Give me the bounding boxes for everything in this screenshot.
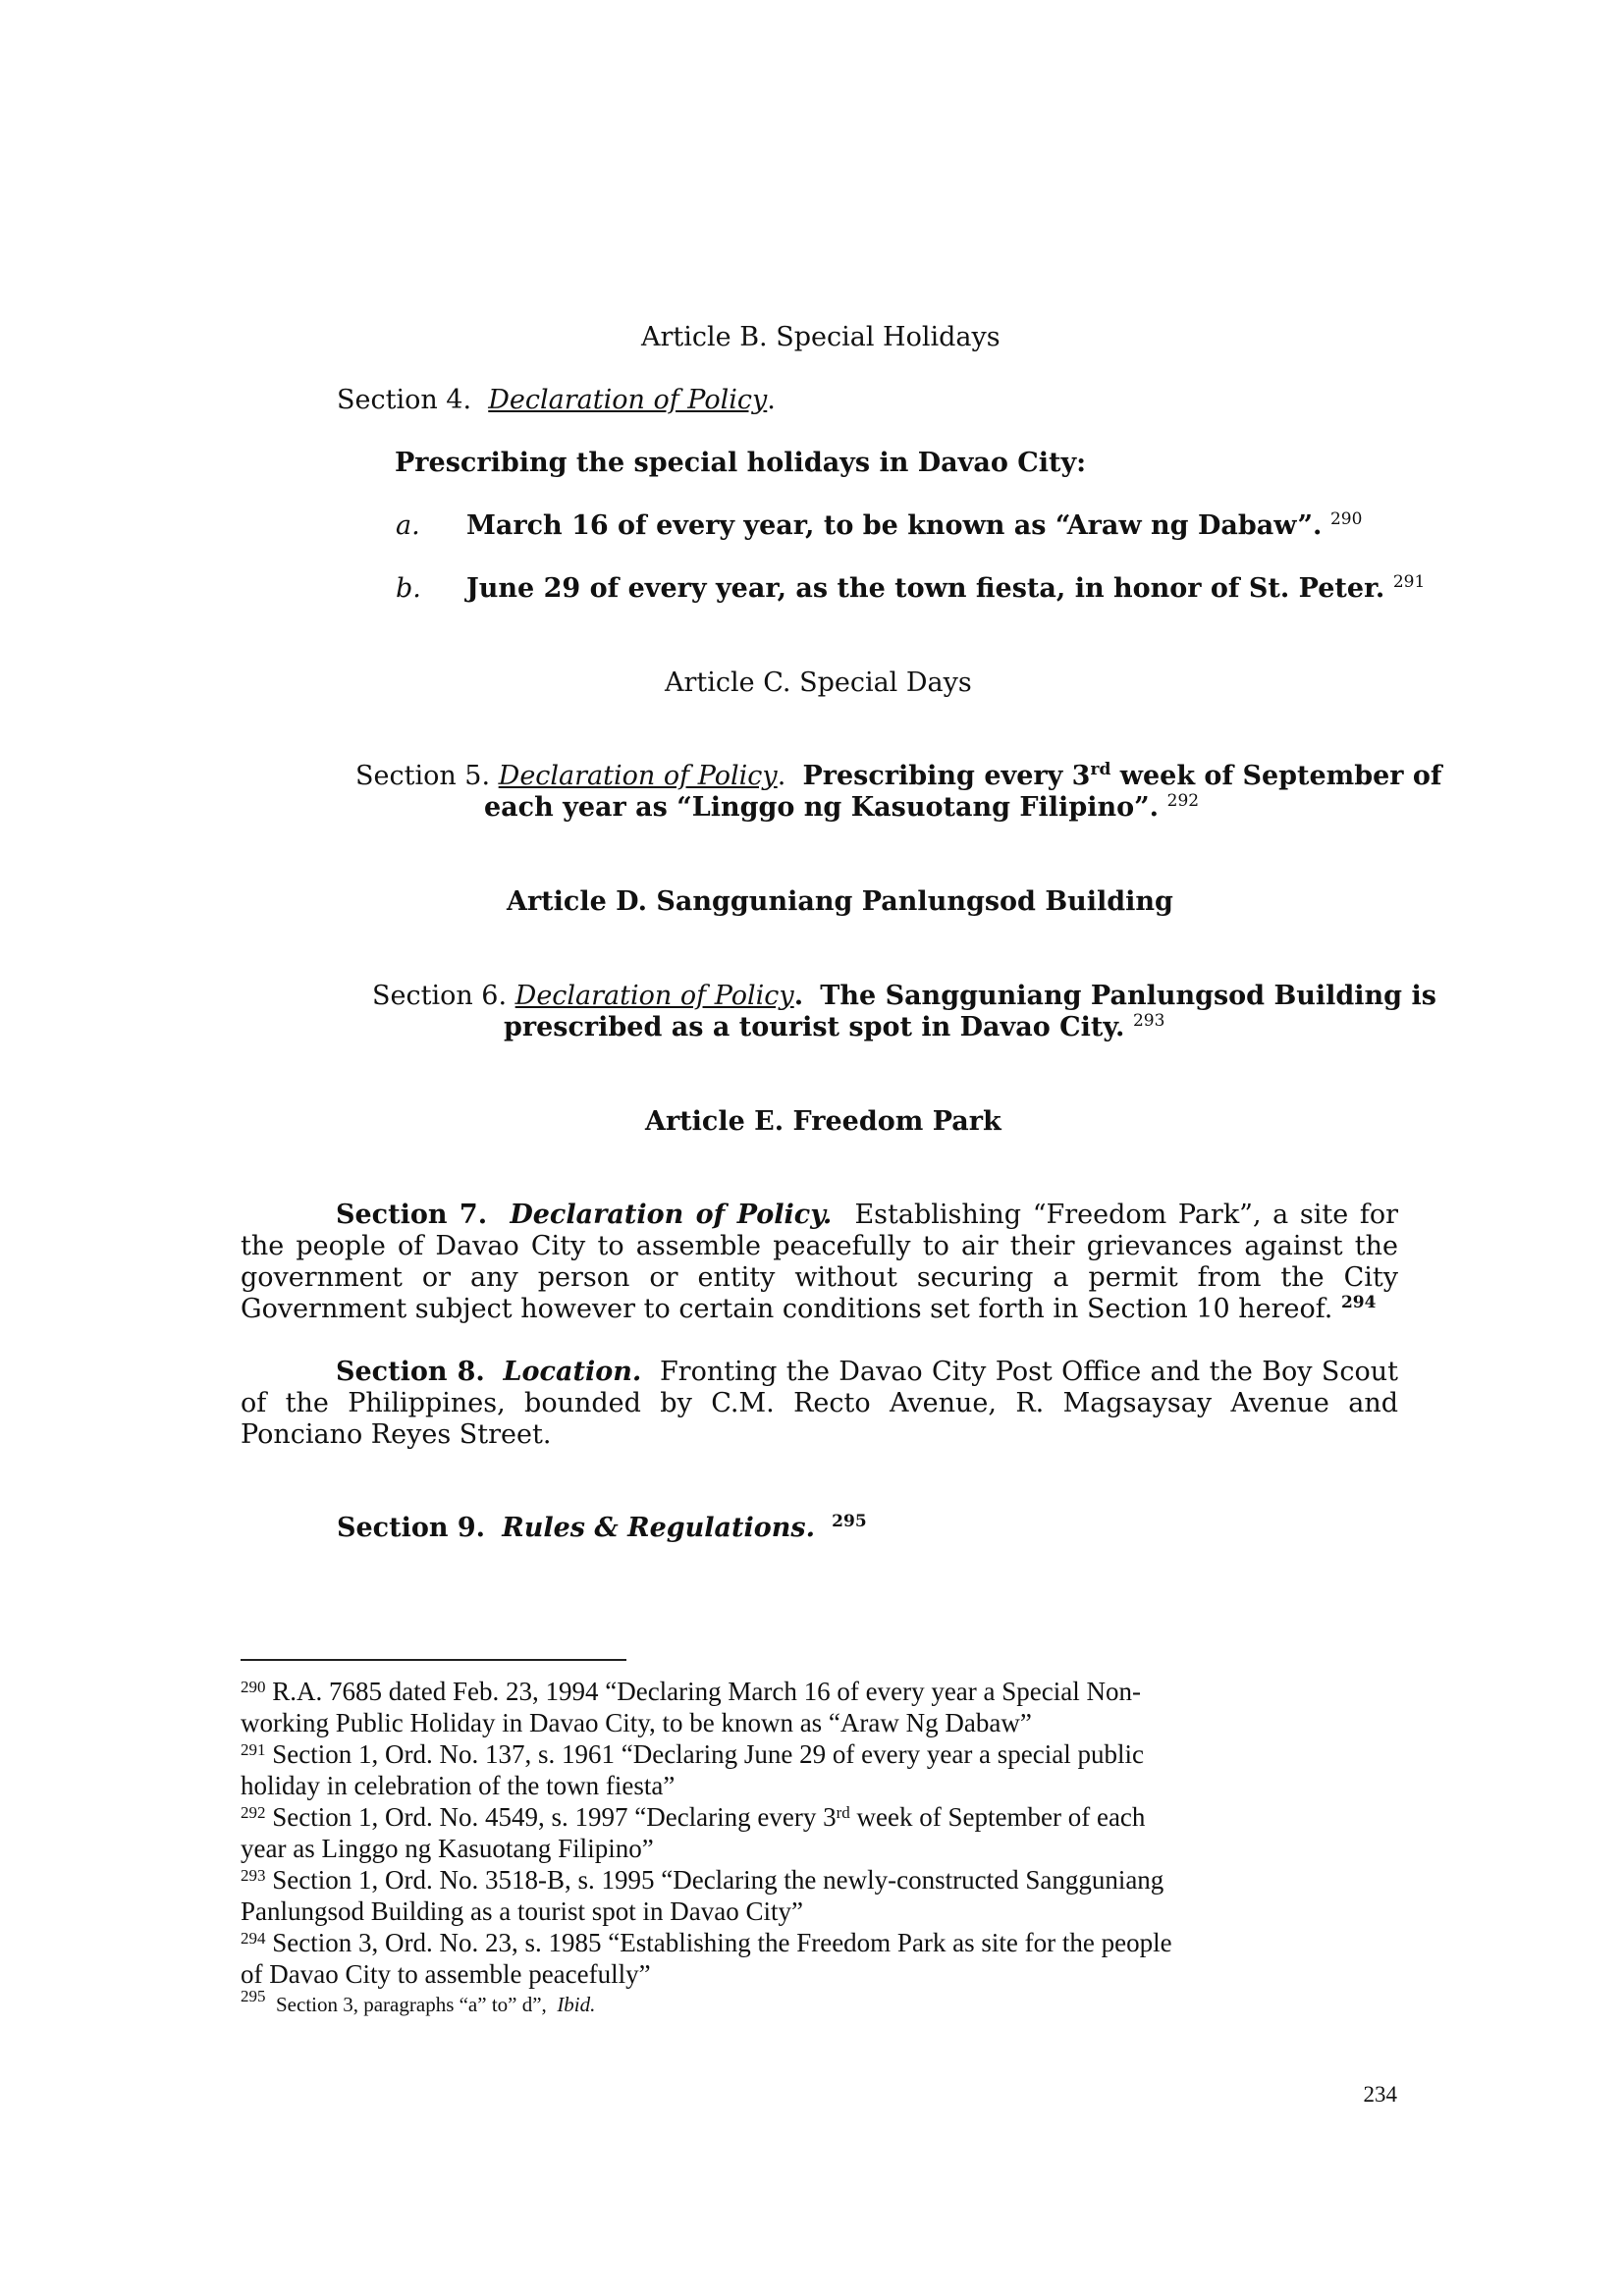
section-8-label: Section 8. [336,1357,485,1387]
section-5-label: Section 5. [355,761,491,791]
section-5-line2 [484,792,1199,824]
footnote-291 [241,1738,1409,1801]
section-8-body: Fronting the Davao City Post Office and the Boy Scout of the Philippines, bounded by C.M. Recto Avenue, R. Magsaysay Avenue and Ponciano Reyes Street. [241,1357,1399,1450]
footnote-text: Panlungsod Building as a tourist spot in Davao City” [241,1896,803,1926]
footnote-295 [241,1987,596,2017]
section-7-title: Declaration of Policy. [510,1200,833,1230]
section-6-line2 [504,1012,1164,1043]
footnote-divider [241,1659,626,1661]
footnote-ref-292: 292 [1166,791,1200,811]
section-9-label: Section 9. [337,1513,486,1543]
article-e-heading: Article E. Freedom Park [645,1106,1001,1137]
footnote-text: R.A. 7685 dated Feb. 23, 1994 “Declaring March 16 of every year a Special Non- [272,1677,1141,1706]
item-a-marker: a. [396,510,420,541]
footnote-text: Section 1, Ord. No. 137, s. 1961 “Declaring June 29 of every year a special public [272,1739,1144,1769]
section-6-label: Section 6. [372,981,508,1011]
section-4-title: Declaration of Policy [488,385,768,415]
footnote-text: of Davao City to assemble peacefully” [241,1959,651,1989]
item-b-marker: b. [396,573,421,604]
section-5-text-sup: rd [1090,760,1111,779]
footnote-number: 290 [241,1678,266,1696]
footnote-number: 291 [241,1740,266,1759]
section-6-title: Declaration of Policy [514,981,794,1011]
footnote-text: Section 3, Ord. No. 23, s. 1985 “Establishing the Freedom Park as site for the people [272,1928,1172,1957]
section-4-intro: Prescribing the special holidays in Davao City: [395,448,1087,478]
footnote-ref-295: 295 [832,1512,867,1531]
footnote-number: 293 [241,1866,266,1885]
section-6-line1: Section 6. Declaration of Policy. The Sangguniang Panlungsod Building is [372,981,1436,1011]
footnote-number: 292 [241,1803,266,1822]
section-6-text-line2: prescribed as a tourist spot in Davao City. [504,1012,1125,1042]
section-5-text-line2: each year as “Linggo ng Kasuotang Filipino”. [484,792,1160,823]
footnote-number: 295 [241,1987,266,2005]
item-b [466,573,1425,605]
page-number: 234 [1363,2082,1397,2107]
footnote-ref-294: 294 [1340,1293,1377,1312]
footnote-ref-293: 293 [1132,1011,1165,1031]
item-a-text: March 16 of every year, to be known as “Araw ng Dabaw”. [466,510,1323,541]
article-b-heading: Article B. Special Holidays [641,322,1001,352]
section-5-text-part1: Prescribing every 3 [802,761,1091,791]
footnote-text: year as Linggo ng Kasuotang Filipino” [241,1834,654,1863]
footnote-ref-291: 291 [1392,572,1426,592]
section-5-title: Declaration of Policy [498,761,778,791]
footnote-text: Section 3, paragraphs “a” to” d”, [276,1993,547,2016]
section-7-label: Section 7. [336,1200,488,1230]
footnote-ibid: Ibid. [557,1993,596,2016]
section-8-paragraph [241,1357,1398,1451]
section-9-heading [337,1513,867,1544]
footnote-293 [241,1864,1409,1927]
footnote-text: Section 1, Ord. No. 3518-B, s. 1995 “Declaring the newly-constructed Sangguniang [272,1865,1164,1895]
item-a [466,510,1362,542]
footnote-number: 294 [241,1929,266,1948]
footnote-text: holiday in celebration of the town fiesta” [241,1771,676,1800]
item-b-text: June 29 of every year, as the town fiesta, in honor of St. Peter. [466,573,1385,604]
section-4-label: Section 4. [337,385,472,415]
article-d-heading: Article D. Sangguniang Panlungsod Building [507,886,1173,917]
section-7-body: Establishing “Freedom Park”, a site for the people of Davao City to assemble peacefully to air their grievances against the government or any person or entity without securing a permit from the City Government subject however to certain conditions set forth in Section 10 hereof. [241,1200,1398,1324]
footnote-290 [241,1676,1409,1738]
section-5-text-part2: week of September of [1110,761,1442,791]
section-5-line1: Section 5. Declaration of Policy. Prescribing every 3rd week of September of [355,760,1442,791]
footnote-text: week of September of each [849,1802,1146,1832]
section-6-text-part1: The Sangguniang Panlungsod Building is [820,981,1436,1011]
section-9-title: Rules & Regulations. [502,1513,815,1543]
footnote-text: working Public Holiday in Davao City, to be known as “Araw Ng Dabaw” [241,1708,1032,1737]
footnote-292 [241,1801,1409,1864]
footnote-text: Section 1, Ord. No. 4549, s. 1997 “Declaring every 3 [272,1802,837,1832]
section-7-paragraph [241,1200,1398,1325]
article-c-heading: Article C. Special Days [665,667,972,698]
footnote-294 [241,1927,1409,1990]
section-4-heading: Section 4. Declaration of Policy. [337,385,776,415]
footnote-sup: rd [836,1803,850,1822]
footnote-ref-290: 290 [1329,509,1363,529]
section-8-title: Location. [503,1357,642,1387]
